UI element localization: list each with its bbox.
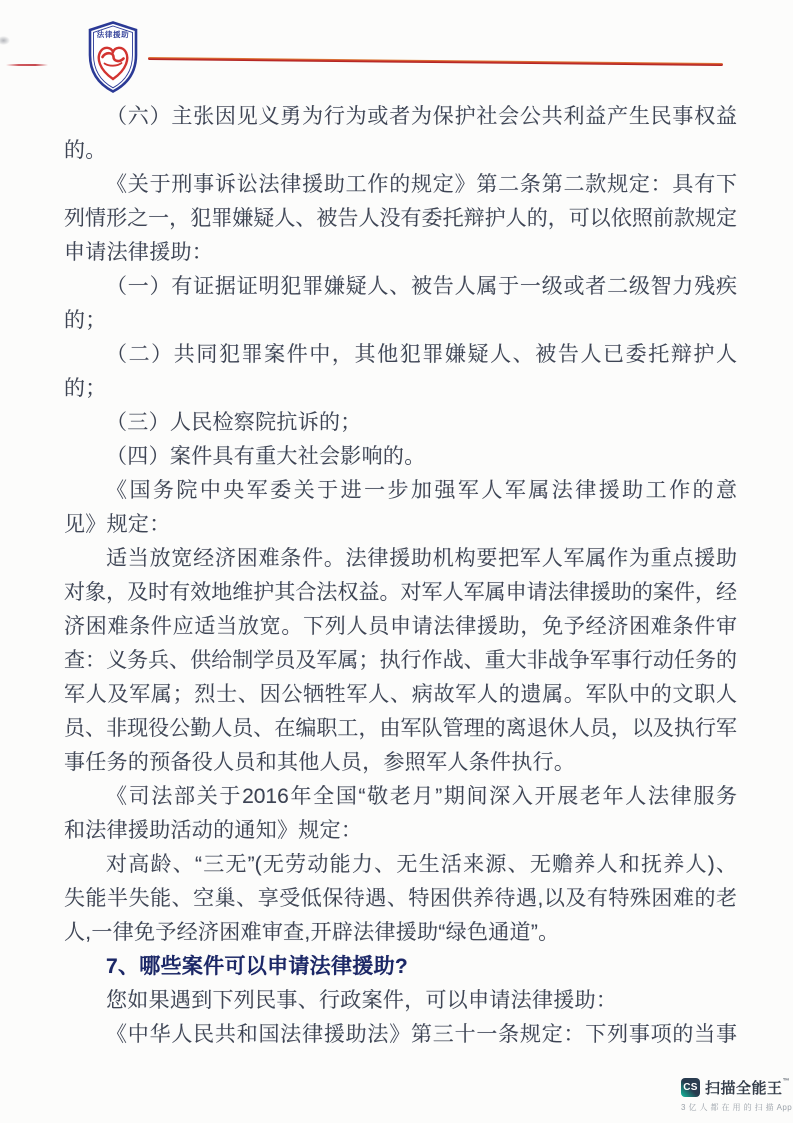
text-line: 和法律援助活动的通知》规定： — [64, 819, 363, 842]
camscanner-watermark — [681, 1077, 793, 1113]
text-line: （三）人民检察院抗诉的； — [106, 411, 362, 434]
watermark-brand-row — [681, 1077, 791, 1098]
text-line: （一）有证据证明犯罪嫌疑人、被告人属于一级或者二级智力残疾 — [106, 275, 737, 298]
text-line: 见》规定： — [64, 513, 171, 536]
text-line: 军人及军属；烈士、因公牺牲军人、病故军人的遗属。军队中的文职人 — [64, 683, 737, 706]
section-heading: 7、哪些案件可以申请法律援助? — [106, 955, 409, 978]
svg-text:法律援助: 法律援助 — [96, 30, 130, 39]
text-line: 人,一律免予经济困难审查,开辟法律援助“绿色通道”。 — [64, 921, 560, 944]
text-line: （六）主张因见义勇为行为或者为保护社会公共利益产生民事权益 — [106, 105, 737, 128]
text-line: 适当放宽经济困难条件。法律援助机构要把军人军属作为重点援助 — [106, 547, 737, 570]
camscanner-cs-icon: CS — [681, 1078, 700, 1097]
text-line: 的； — [64, 377, 107, 400]
text-line: 的； — [64, 309, 107, 332]
legal-aid-logo — [87, 21, 139, 93]
text-line: 事任务的预备役人员和其他人员，参照军人条件执行。 — [64, 751, 576, 774]
red-rule — [148, 57, 723, 66]
text-line: （二）共同犯罪案件中，其他犯罪嫌疑人、被告人已委托辩护人 — [106, 343, 737, 366]
watermark-brand-name: 扫描全能王™ — [705, 1078, 791, 1097]
text-line: 对象，及时有效地维护其合法权益。对军人军属申请法律援助的案件，经 — [64, 581, 737, 604]
text-line: 查：义务兵、供给制学员及军属；执行作战、重大非战争军事行动任务的 — [64, 649, 737, 672]
text-line: （四）案件具有重大社会影响的。 — [106, 445, 426, 468]
text-line: 员、非现役公勤人员、在编职工，由军队管理的离退休人员，以及执行军 — [64, 717, 737, 740]
text-line: 申请法律援助： — [64, 241, 214, 264]
text-line: 的。 — [64, 139, 107, 162]
text-line: 《中华人民共和国法律援助法》第三十一条规定：下列事项的当事 — [106, 1023, 737, 1046]
trademark-symbol: ™ — [782, 1078, 791, 1085]
text-line: 济困难条件应适当放宽。下列人员申请法律援助，免予经济困难条件审 — [64, 615, 737, 638]
scan-smudge — [0, 36, 10, 45]
document-body — [64, 100, 737, 1052]
text-line: 《司法部关于2016年全国“敬老月”期间深入开展老年人法律服务 — [106, 785, 737, 808]
text-line: 您如果遇到下列民事、行政案件，可以申请法律援助： — [106, 989, 618, 1012]
text-line: 《关于刑事诉讼法律援助工作的规定》第二条第二款规定：具有下 — [106, 173, 737, 196]
watermark-tagline: 3 亿 人 都 在 用 的 扫 描 App — [681, 1103, 793, 1112]
legal-aid-shield-icon — [87, 21, 139, 93]
text-line: 失能半失能、空巢、享受低保待遇、特困供养待遇,以及有特殊困难的老 — [64, 887, 737, 910]
text-line: 对高龄、“三无”(无劳动能力、无生活来源、无赡养人和抚养人)、 — [106, 853, 737, 876]
red-rule-left-segment — [6, 64, 48, 66]
text-line: 《国务院中央军委关于进一步加强军人军属法律援助工作的意 — [106, 479, 737, 502]
text-line: 列情形之一，犯罪嫌疑人、被告人没有委托辩护人的，可以依照前款规定 — [64, 207, 737, 230]
